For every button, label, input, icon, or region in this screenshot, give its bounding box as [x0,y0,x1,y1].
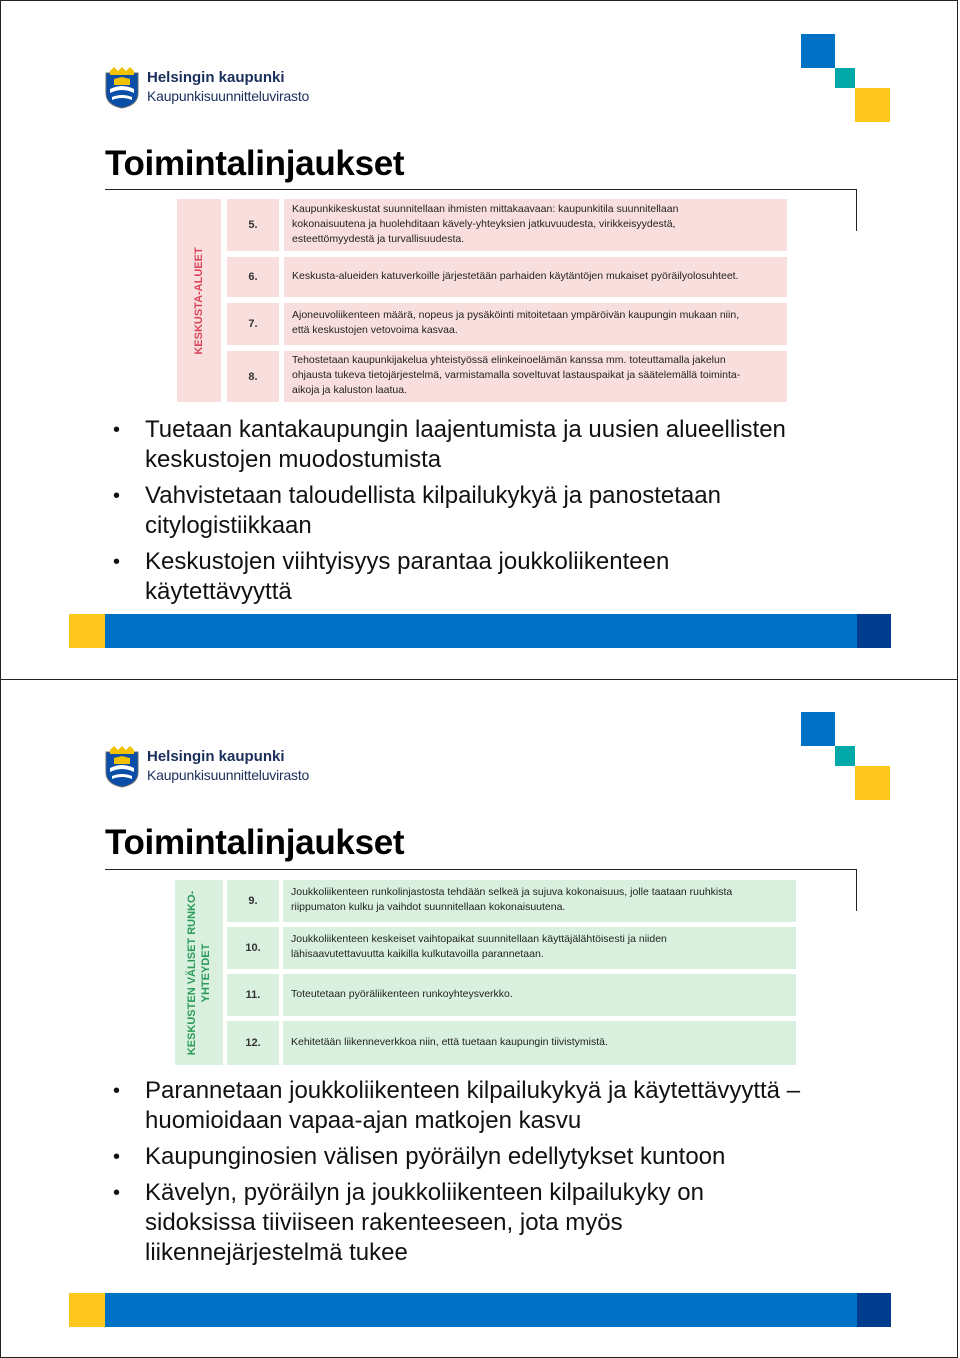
footer-bar-dark [857,614,891,648]
decor-square-teal [835,746,855,766]
bullet-item: • Kaupunginosien välisen pyöräilyn edellytykset kuntoon [111,1142,851,1172]
bullet-item: • Vahvistetaan taloudellista kilpailukykyä ja panostetaan citylogistiikkaan [111,481,851,541]
row-text-cell [284,199,787,251]
row-text-cell [283,880,796,922]
row-number: 8. [248,370,258,383]
row-number-cell [227,927,279,969]
row-number: 9. [248,895,258,907]
row-text-line: Toteutetaan pyöräliikenteen runkoyhteysverkko. [291,988,513,1000]
row-text-line: Keskusta-alueiden katuverkoille järjestetään parhaiden käytäntöjen mukaiset pyöräilyolosuhteet. [292,270,739,282]
row-text-line: Joukkoliikenteen runkolinjastosta tehdään selkeä ja sujuva kokonaisuus, jolle taataan ruuhkista [291,886,733,898]
slide-title: Toimintalinjaukset [105,144,405,183]
helsinki-crest-icon [104,746,140,788]
org-name: Helsingin kaupunki [147,748,285,765]
policy-table [175,880,796,1065]
org-logo [104,746,334,788]
row-text-line: aikoja ja kaluston laatua. [292,384,407,396]
footer-bar [69,614,891,648]
row-text-line: lähisaavutettavuutta kaikilla kulkutavoilla parannetaan. [291,948,544,960]
footer-bar-blue [105,1293,857,1327]
row-number: 12. [245,1037,261,1049]
row-text-line: että keskustojen vetovoima kasvaa. [292,324,458,336]
row-number-cell [227,351,279,402]
org-department: Kaupunkisuunnitteluvirasto [147,88,310,104]
row-text-cell [283,974,796,1016]
row-text-cell [284,351,787,402]
row-number-cell [227,974,279,1016]
row-text-cell [284,257,787,297]
decor-square-yellow [855,88,890,122]
row-text-line: kokonaisuutena ja huolehditaan kävely-yhteyksien jatkuvuudesta, virikkeisyydestä, [292,218,676,230]
row-number-cell [227,303,279,345]
row-number-cell [227,257,279,297]
row-number: 6. [248,271,258,283]
row-number: 7. [248,318,258,330]
row-text-cell [283,1021,796,1065]
row-number: 10. [245,942,261,954]
row-text-line: esteettömyydestä ja turvallisuudesta. [292,233,465,245]
decor-square-teal [835,68,855,88]
title-rule-tick [856,189,857,231]
row-text-cell [284,303,787,345]
row-text-line: ohjausta tukeva tietojärjestelmä, varmistamalla soveltuvat lastauspaikat ja säätelemällä toiminta- [292,369,741,381]
bullet-item: • Keskustojen viihtyisyys parantaa joukkoliikenteen käytettävyyttä [111,547,851,607]
org-name: Helsingin kaupunki [147,69,285,86]
row-text-line: riippumaton kulku ja vaihdot suunnitellaan kokonaisuutena. [291,901,566,913]
decor-square-blue [801,34,835,68]
category-label-cell [177,199,221,402]
bullet-item: • Parannetaan joukkoliikenteen kilpailukykyä ja käytettävyyttä – huomioidaan vapaa-ajan matkojen kasvu [111,1076,851,1136]
footer-bar-yellow [69,1293,105,1327]
org-logo [104,67,334,109]
org-department: Kaupunkisuunnitteluvirasto [147,767,310,783]
category-label-cell [175,880,223,1065]
slide-2 [0,679,958,1358]
row-number-cell [227,1021,279,1065]
title-rule-tick [856,869,857,911]
category-label: KESKUSTEN VÄLISET RUNKO- YHTEYDET [186,890,212,1055]
slide-1 [0,0,958,680]
bullet-list [111,415,851,613]
slide-title: Toimintalinjaukset [105,823,405,862]
helsinki-crest-icon [104,67,140,109]
footer-bar [69,1293,891,1327]
decor-square-blue [801,712,835,746]
row-text-line: Ajoneuvoliikenteen määrä, nopeus ja pysäköinti mitoitetaan ympäröivän kaupungin mukaan niin, [292,309,740,321]
row-text-line: Kehitetään liikenneverkkoa niin, että tuetaan kaupungin tiivistymistä. [291,1036,608,1048]
row-text-cell [283,927,796,969]
row-text-line: Joukkoliikenteen keskeiset vaihtopaikat suunnitellaan käyttäjälähtöisesti ja niiden [291,933,667,945]
policy-table [177,199,787,402]
row-text-line: Tehostetaan kaupunkijakelua yhteistyössä elinkeinoelämän kanssa mm. toteuttamalla jakelun [292,354,726,366]
bullet-item: • Kävelyn, pyöräilyn ja joukkoliikenteen kilpailukyky on sidoksissa tiiviiseen rakenteeseen, jota myös liikennejärjestelmä tukee [111,1178,851,1268]
footer-bar-yellow [69,614,105,648]
row-number: 11. [245,989,261,1001]
bullet-item: • Tuetaan kantakaupungin laajentumista ja uusien alueellisten keskustojen muodostumista [111,415,851,475]
row-number-cell [227,199,279,251]
title-rule [105,189,857,190]
footer-bar-dark [857,1293,891,1327]
title-rule [105,869,857,870]
row-number-cell [227,880,279,922]
decor-square-yellow [855,766,890,800]
bullet-list [111,1076,851,1274]
row-number: 5. [248,219,258,231]
footer-bar-blue [105,614,857,648]
category-label: KESKUSTA-ALUEET [193,246,205,355]
row-text-line: Kaupunkikeskustat suunnitellaan ihmisten mittakaavaan: kaupunkitila suunnitellaan [292,203,679,215]
